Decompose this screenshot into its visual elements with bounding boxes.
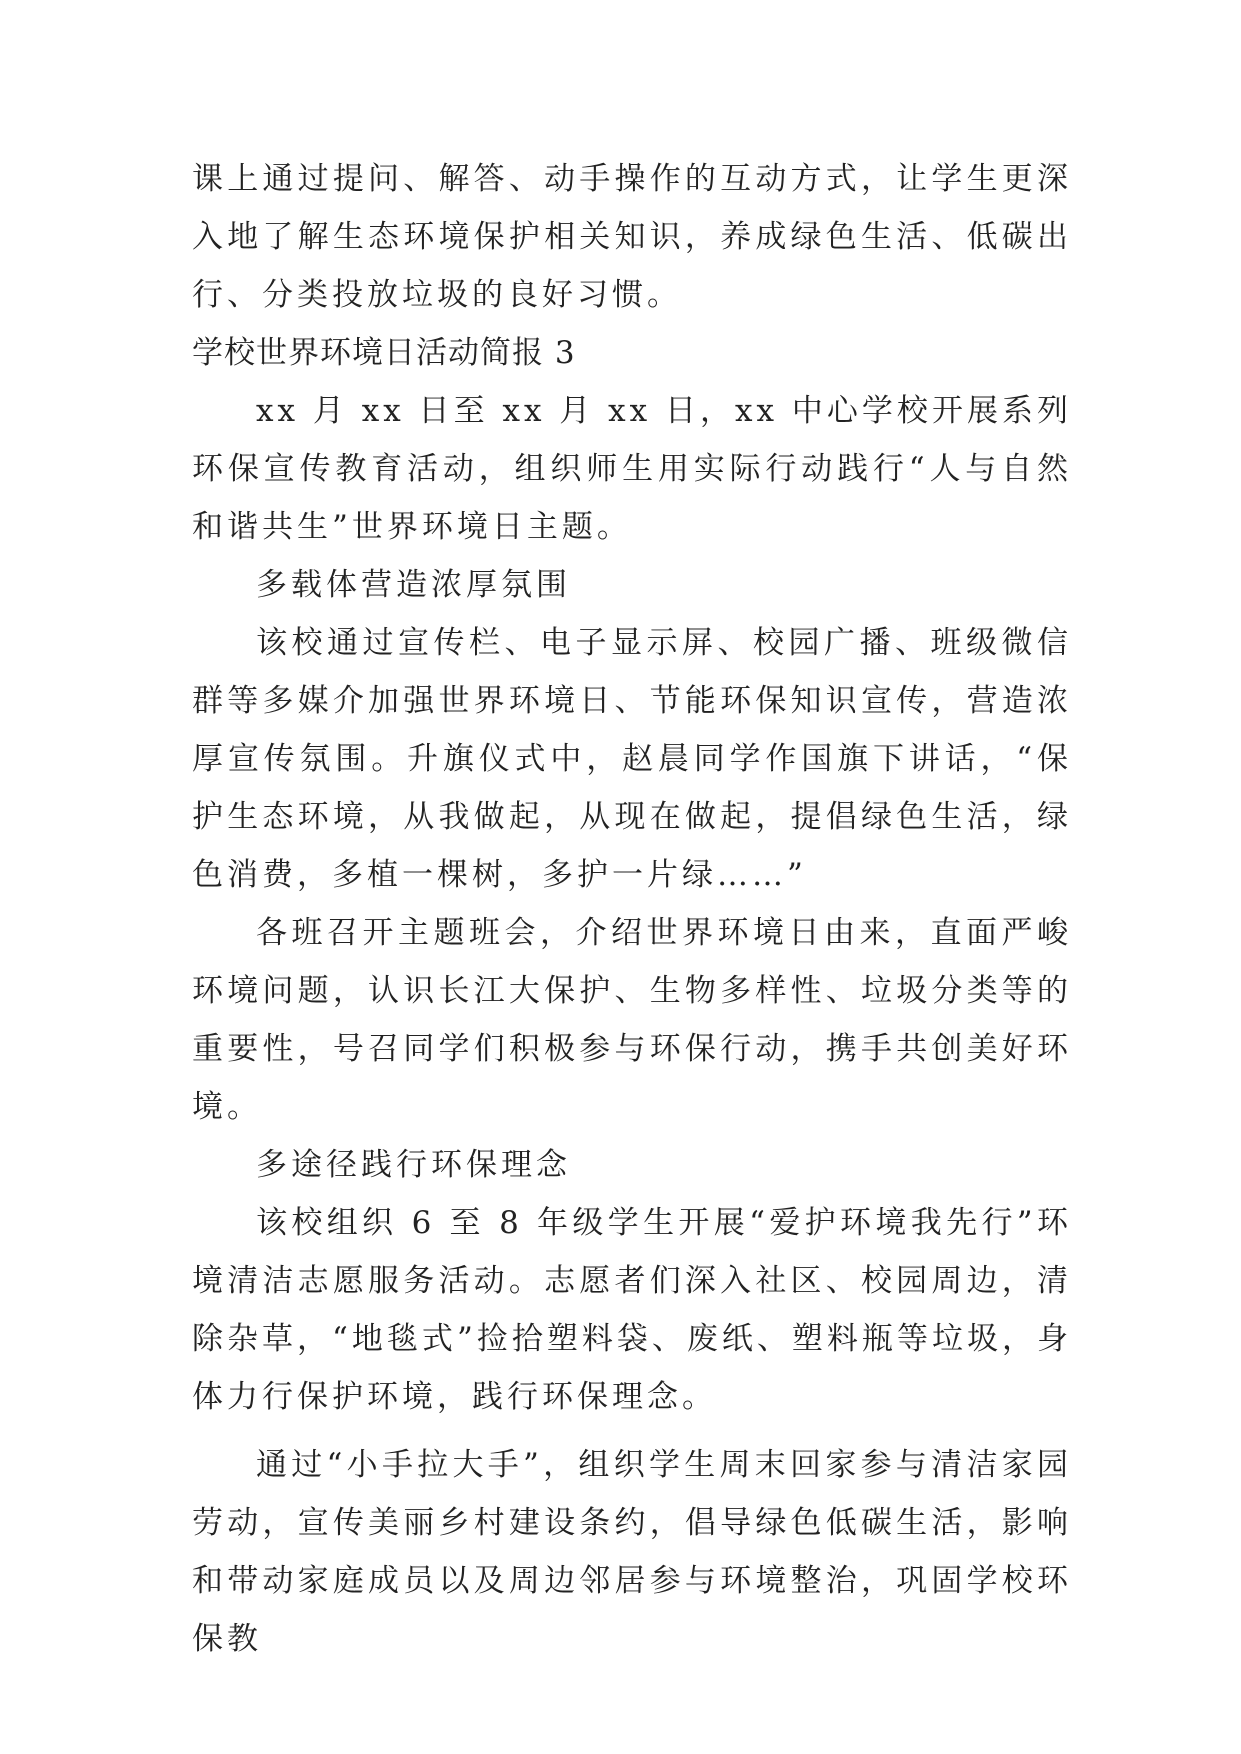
paragraph-intro-end: 课上通过提问、解答、动手操作的互动方式，让学生更深入地了解生态环境保护相关知识，养成绿色生活、低碳出行、分类投放垃圾的良好习惯。 — [192, 161, 1072, 313]
subheading-multimedia: 多载体营造浓厚氛围 — [256, 567, 571, 603]
paragraph-classes: 各班召开主题班会，介绍世界环境日由来，直面严峻环境问题，认识长江大保护、生物多样性、垃圾分类等的重要性，号召同学们积极参与环保行动，携手共创美好环境。 — [192, 915, 1072, 1125]
subheading-practice: 多途径践行环保理念 — [256, 1147, 571, 1183]
paragraph-media: 该校通过宣传栏、电子显示屏、校园广播、班级微信群等多媒介加强世界环境日、节能环保知识宣传，营造浓厚宣传氛围。升旗仪式中，赵晨同学作国旗下讲话，“保护生态环境，从我做起，从现在做起，提倡绿色生活，绿色消费，多植一棵树，多护一片绿……” — [192, 625, 1072, 893]
section-title: 学校世界环境日活动简报 3 — [192, 335, 576, 371]
paragraph-volunteer: 该校组织 6 至 8 年级学生开展“爱护环境我先行”环境清洁志愿服务活动。志愿者们深入社区、校园周边，清除杂草，“地毯式”捡拾塑料袋、废纸、塑料瓶等垃圾，身体力行保护环境，践行环保理念。 — [192, 1205, 1072, 1415]
paragraph-family: 通过“小手拉大手”，组织学生周末回家参与清洁家园劳动，宣传美丽乡村建设条约，倡导绿色低碳生活，影响和带动家庭成员以及周边邻居参与环境整治，巩固学校环保教 — [192, 1447, 1072, 1657]
paragraph-summary: xx 月 xx 日至 xx 月 xx 日，xx 中心学校开展系列环保宣传教育活动，组织师生用实际行动践行“人与自然和谐共生”世界环境日主题。 — [192, 393, 1072, 545]
document-body — [192, 150, 1072, 1668]
